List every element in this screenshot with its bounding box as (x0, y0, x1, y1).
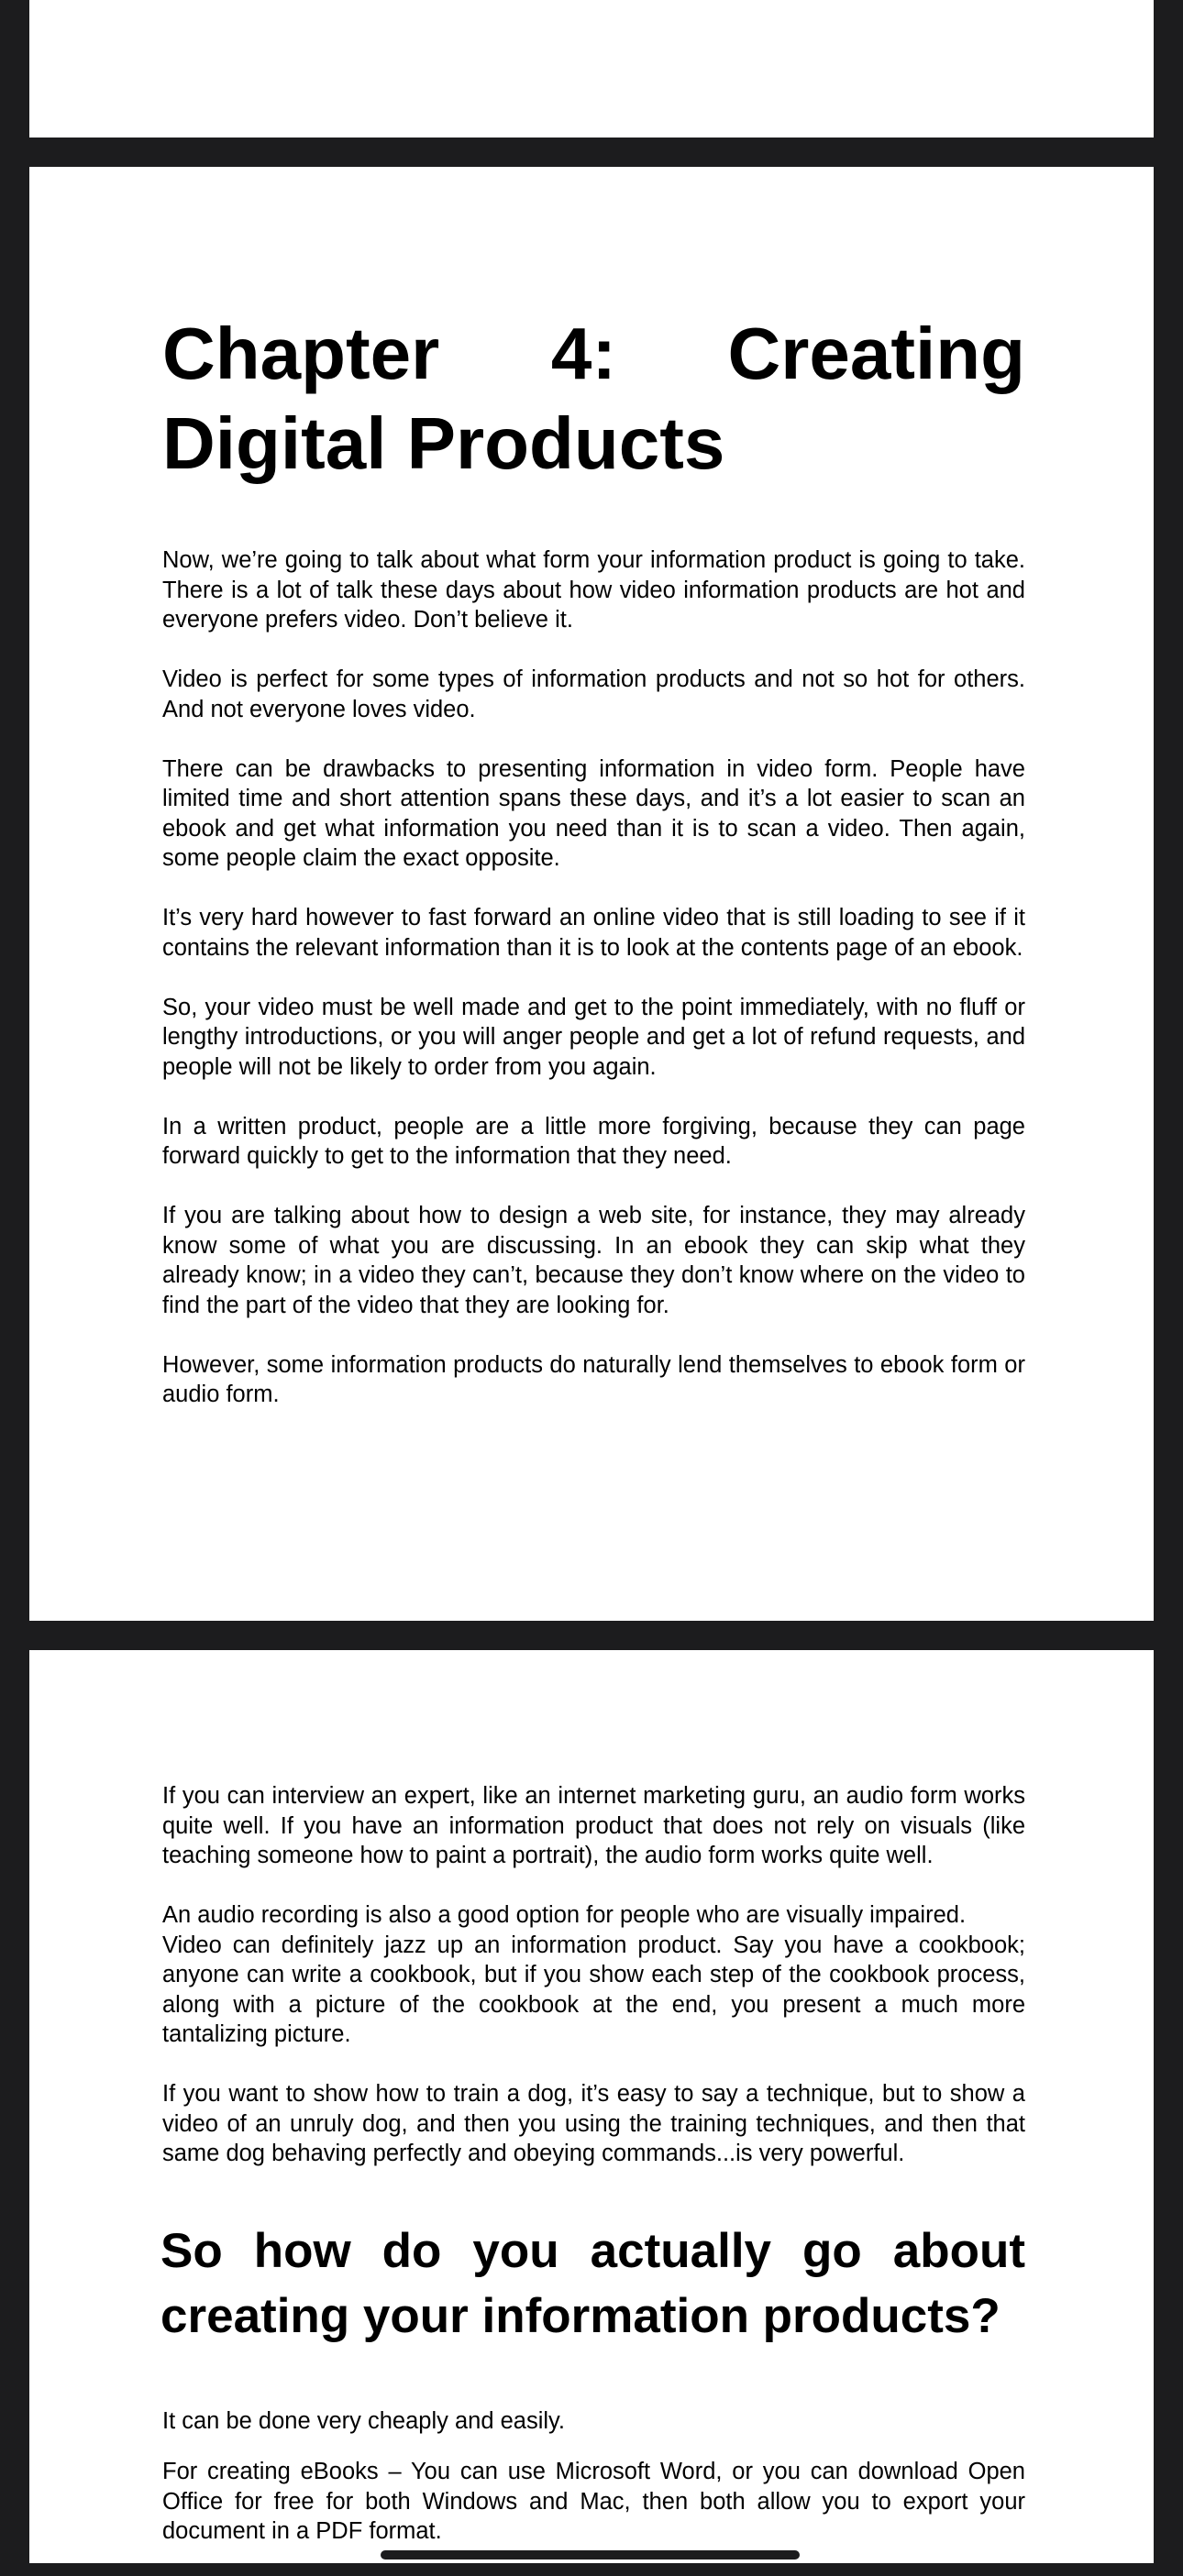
paragraph: Video is perfect for some types of information products and not so hot for others. And not everyone loves video. (162, 666, 1025, 722)
paragraph: For creating eBooks – You can use Microsoft Word, or you can download Open Office for free for both Windows and Mac, then both allow you to export your document in a PDF format. (162, 2459, 1025, 2544)
paragraph: If you are talking about how to design a web site, for instance, they may already know some of what you are discussing. In an ebook they can skip what they already know; in a video they can’t, because they don’t know where on the video to find the part of the video that they are looking for. (162, 1203, 1025, 1318)
chapter-title: Chapter 4: Creating Digital Products (162, 313, 1025, 484)
paragraph: There can be drawbacks to presenting information in video form. People have limited time and short attention spans these days, and it’s a lot easier to scan an ebook and get what information you need than it is to scan a video. Then again, some people claim the exact opposite. (162, 755, 1025, 871)
paragraph: So, your video must be well made and get to the point immediately, with no fluff or lengthy introductions, or you will anger people and get a lot of refund requests, and people will not be likely to order from you again. (162, 994, 1025, 1080)
paragraph: It can be done very cheaply and easily. (162, 2408, 565, 2434)
paragraph-line: An audio recording is also a good option for people who are visually impaired. (162, 1902, 967, 1928)
previous-page (29, 0, 1154, 138)
page-chapter-4 (29, 167, 1154, 1621)
home-indicator[interactable] (381, 2550, 800, 2559)
paragraph: However, some information products do naturally lend themselves to ebook form or audio form. (162, 1351, 1025, 1407)
chapter-body (162, 545, 1025, 1439)
paragraph: In a written product, people are a little more forgiving, because they can page forward quickly to get to the information that they need. (162, 1113, 1025, 1169)
paragraph: If you can interview an expert, like an internet marketing guru, an audio form works quite well. If you have an information product that does not rely on visuals (like teaching someone how to paint a portrait), the audio form works quite well. (162, 1783, 1025, 1868)
page-body (162, 1781, 1025, 2198)
paragraph: If you want to show how to train a dog, it’s easy to say a technique, but to show a video of an unruly dog, and then you using the training techniques, and then that same dog behaving perfectly and obeying commands...is very powerful. (162, 2081, 1025, 2166)
page-next (29, 1650, 1154, 2563)
section-heading: So how do you actually go about creating your information products? (160, 2224, 1025, 2343)
paragraph: It’s very hard however to fast forward an online video that is still loading to see if it contains the relevant information than it is to look at the contents page of an ebook. (162, 905, 1025, 961)
paragraph (162, 1900, 1025, 2050)
paragraph: Now, we’re going to talk about what form your information product is going to take. There is a lot of talk these days about how video information products are hot and everyone prefers video. Don’t believe it. (162, 547, 1025, 633)
paragraph-text: Video can definitely jazz up an information product. Say you have a cookbook; anyone can write a cookbook, but if you show each step of the cookbook process, along with a picture of the cookbook at the end, you present a much more tantalizing picture. (162, 1932, 1025, 2047)
